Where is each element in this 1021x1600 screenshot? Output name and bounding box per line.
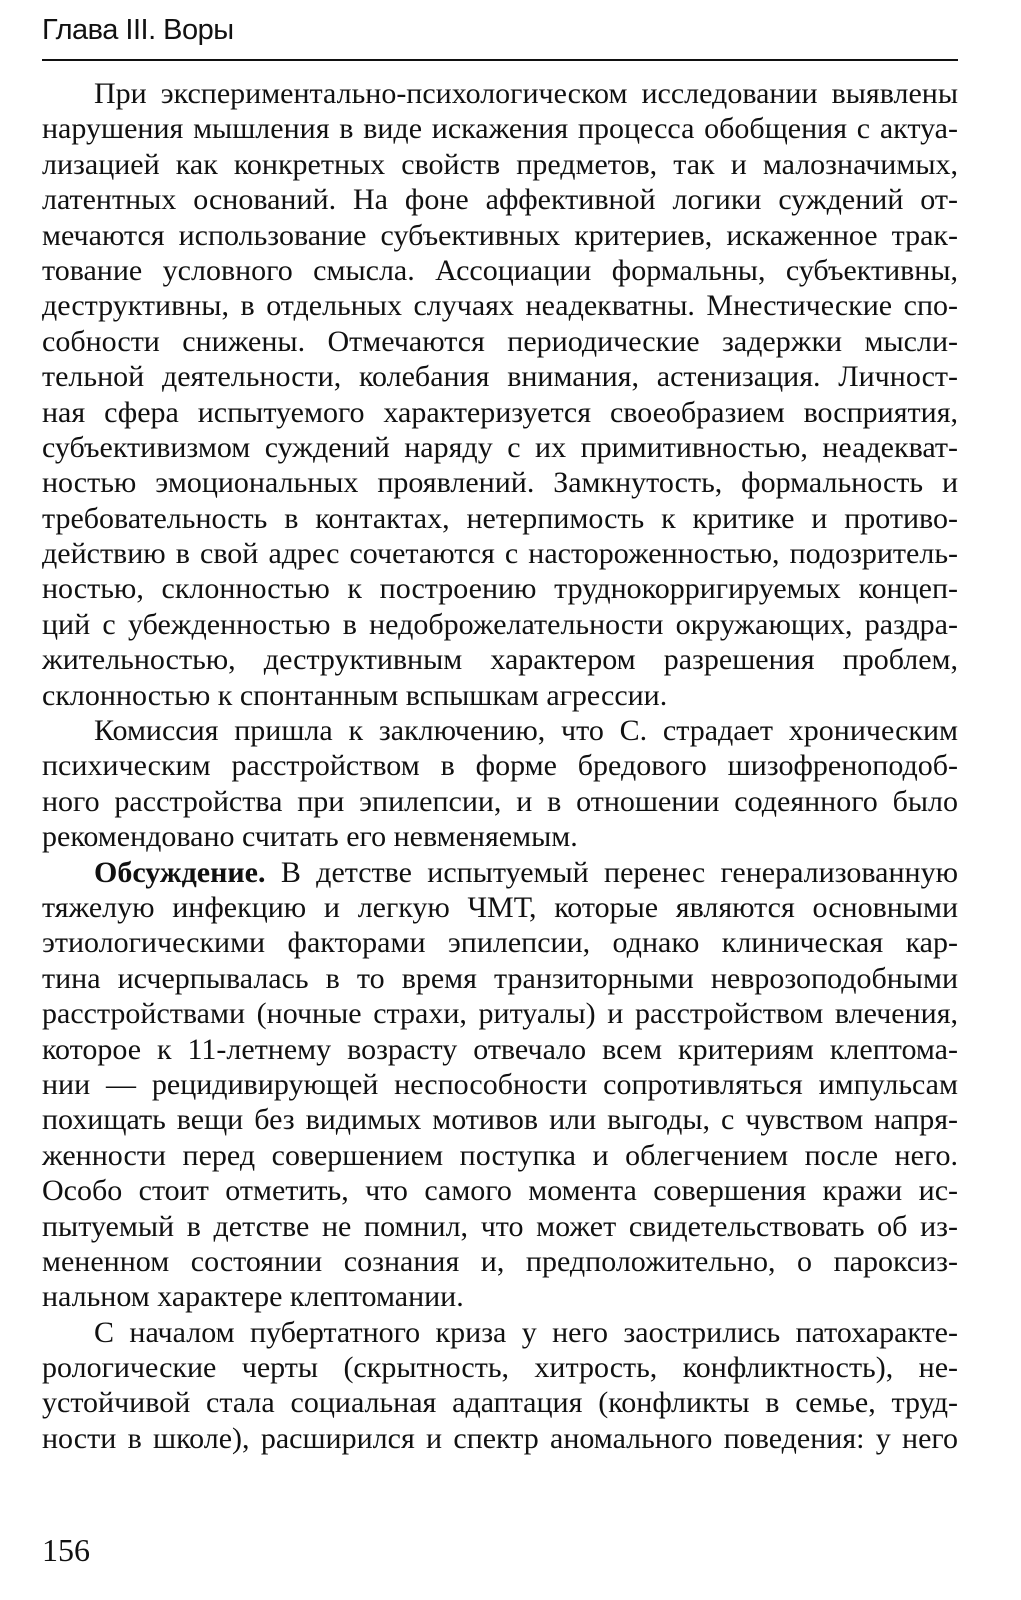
text-line: женности перед совершением поступка и облегчением после него. (42, 1138, 958, 1172)
text-line: мененном состоянии сознания и, предположительно, о пароксиз- (42, 1244, 958, 1278)
text-line: ций с убежденностью в недоброжелательности окружающих, раздра- (42, 607, 958, 641)
paragraph (42, 1315, 958, 1457)
text-line: субъективизмом суждений наряду с их примитивностью, неадекват- (42, 430, 958, 464)
text-line: тяжелую инфекцию и легкую ЧМТ, которые являются основными (42, 890, 958, 924)
running-head: Глава III. Воры (42, 14, 234, 46)
text-line: нарушения мышления в виде искажения процесса обобщения с актуа- (42, 112, 958, 146)
text-line: действию в свой адрес сочетаются с настороженностью, подозритель- (42, 537, 958, 571)
text-line: ного расстройства при эпилепсии, и в отношении содеянного было (42, 784, 958, 818)
text-line (42, 855, 958, 890)
paragraph (42, 76, 958, 713)
text-line: рекомендовано считать его невменяемым. (42, 820, 578, 854)
text-line: которое к 11-летнему возрасту отвечало всем критериям клептома- (42, 1032, 958, 1066)
paragraph-lead: Обсуждение. (94, 855, 266, 889)
page-number: 156 (42, 1532, 90, 1568)
text-line: похищать вещи без видимых мотивов или выгоды, с чувством напря- (42, 1103, 958, 1137)
text-line: ная сфера испытуемого характеризуется своеобразием восприятия, (42, 395, 958, 429)
text-line: мечаются использование субъективных критериев, искаженное трак- (42, 218, 958, 252)
text-line: Комиссия пришла к заключению, что С. страдает хроническим (94, 714, 958, 748)
text-line: пытуемый в детстве не помнил, что может свидетельствовать об из- (42, 1209, 958, 1243)
text-line: тина исчерпывалась в то время транзиторными неврозоподобными (42, 961, 958, 995)
text-run: В детстве испытуемый перенес генерализованную (265, 855, 958, 889)
text-line: ности в школе), расширился и спектр аномального поведения: у него (42, 1421, 958, 1455)
text-line: ностью, склонностью к построению труднокорригируемых концеп- (42, 572, 958, 606)
text-line: нальном характере клептомании. (42, 1280, 464, 1314)
text-line: собности снижены. Отмечаются периодические задержки мысли- (42, 324, 958, 358)
text-line: психическим расстройством в форме бредового шизофреноподоб- (42, 749, 958, 783)
text-line: устойчивой стала социальная адаптация (конфликты в семье, труд- (42, 1386, 958, 1420)
text-line: латентных оснований. На фоне аффективной логики суждений от- (42, 183, 958, 217)
text-line: тельной деятельности, колебания внимания, астенизация. Личност- (42, 360, 958, 394)
text-line: жительностью, деструктивным характером разрешения проблем, (42, 643, 958, 677)
text-line: этиологическими факторами эпилепсии, однако клиническая кар- (42, 926, 958, 960)
text-line: При экспериментально-психологическом исследовании выявлены (94, 77, 958, 110)
text-line: деструктивны, в отдельных случаях неадекватны. Мнестические спо- (42, 289, 958, 323)
text-line: ностью эмоциональных проявлений. Замкнутость, формальность и (42, 466, 958, 500)
paragraph (42, 855, 958, 1315)
text-line: лизацией как конкретных свойств предметов, так и малозначимых, (42, 147, 958, 181)
paragraph (42, 713, 958, 855)
text-line: Особо стоит отметить, что самого момента совершения кражи ис- (42, 1174, 958, 1208)
body-text (42, 76, 958, 1456)
text-line: склонностью к спонтанным вспышкам агрессии. (42, 678, 668, 712)
text-line: тование условного смысла. Ассоциации формальны, субъективны, (42, 253, 958, 287)
text-line: расстройствами (ночные страхи, ритуалы) и расстройством влечения, (42, 997, 958, 1031)
text-line: нии — рецидивирующей неспособности сопротивляться импульсам (42, 1067, 958, 1101)
text-line: рологические черты (скрытность, хитрость, конфликтность), не- (42, 1351, 958, 1385)
header-rule (42, 59, 958, 61)
text-line: С началом пубертатного криза у него заострились патохаракте- (94, 1315, 958, 1349)
text-line: требовательность в контактах, нетерпимость к критике и противо- (42, 501, 958, 535)
